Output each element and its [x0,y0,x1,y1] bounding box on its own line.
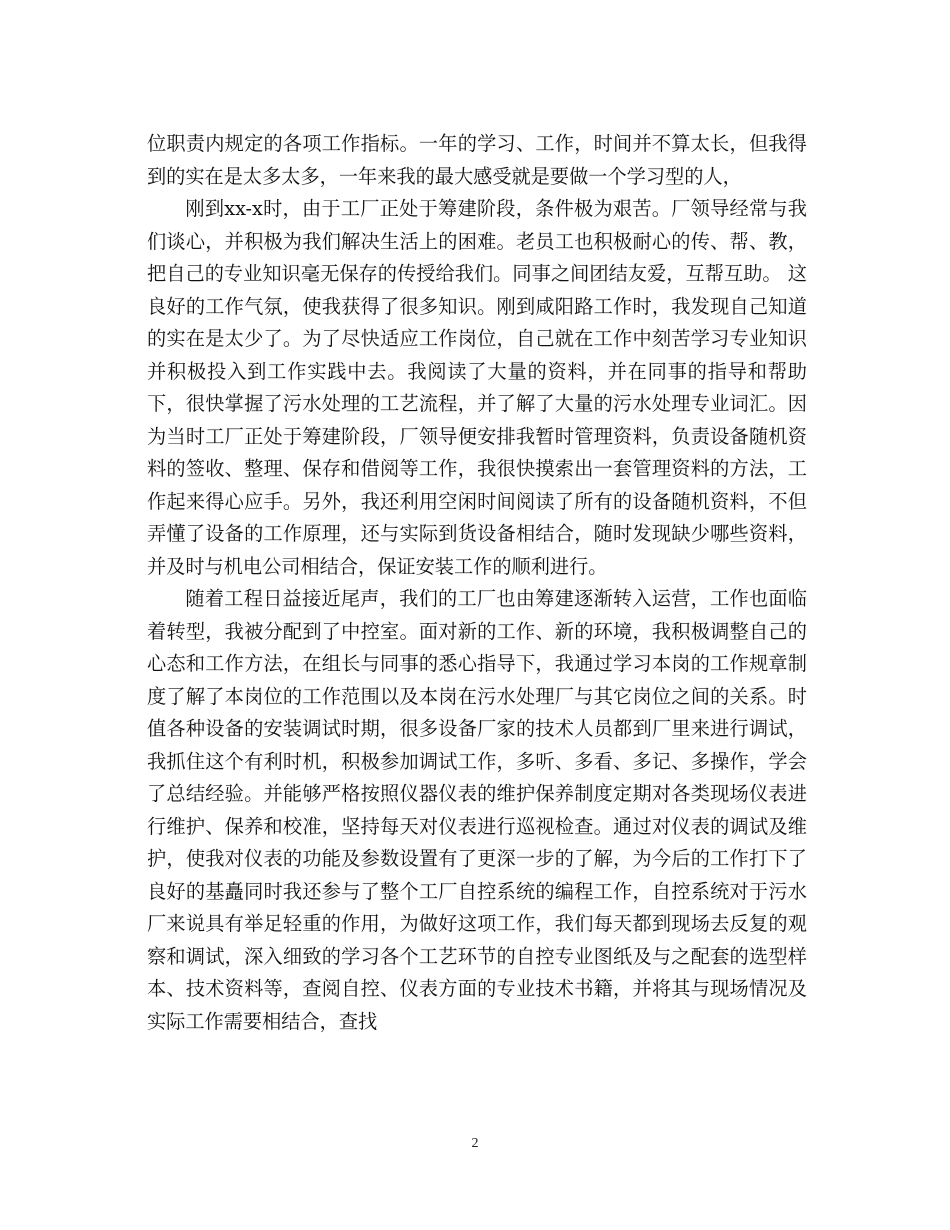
paragraph-1: 位职责内规定的各项工作指标。一年的学习、工作，时间并不算太长，但我得到的实在是太多太多，一年来我的最大感受就是要做一个学习型的人， [147,132,807,188]
page-number: 2 [471,1136,479,1151]
paragraph-3: 随着工程日益接近尾声，我们的工厂也由筹建逐渐转入运营，工作也面临着转型，我被分配到了中控室。面对新的工作、新的环境，我积极调整自己的心态和工作方法，在组长与同事的悉心指导下，我通过学习本岗的工作规章制度了解了本岗位的工作范围以及本岗在污水处理厂与其它岗位之间的关系。时值各种设备的安装调试时期，很多设备厂家的技术人员都到厂里来进行调试，我抓住这个有利时机，积极参加调试工作，多听、多看、多记、多操作，学会了总结经验。并能够严格按照仪器仪表的维护保养制度定期对各类现场仪表进行维护、保养和校准，坚持每天对仪表进行巡视检查。通过对仪表的调试及维护，使我对仪表的功能及参数设置有了更深一步的了解，为今后的工作打下了良好的基矗同时我还参与了整个工厂自控系统的编程工作，自控系统对于污水厂来说具有举足轻重的作用，为做好这项工作，我们每天都到现场去反复的观察和调试，深入细致的学习各个工艺环节的自控专业图纸及与之配套的选型样本、技术资料等，查阅自控、仪表方面的专业技术书籍，并将其与现场情况及实际工作需要相结合，查找 [147,587,807,1033]
body-text [147,128,807,1038]
paragraph-2: 刚到xx-x时，由于工厂正处于筹建阶段，条件极为艰苦。厂领导经常与我们谈心，并积极为我们解决生活上的困难。老员工也积极耐心的传、帮、教，把自己的专业知识毫无保存的传授给我们。同事之间团结友爱，互帮互助。 这良好的工作气氛，使我获得了很多知识。刚到咸阳路工作时，我发现自己知道的实在是太少了。为了尽快适应工作岗位，自己就在工作中刻苦学习专业知识并积极投入到工作实践中去。我阅读了大量的资料，并在同事的指导和帮助下，很快掌握了污水处理的工艺流程，并了解了大量的污水处理专业词汇。因为当时工厂正处于筹建阶段，厂领导便安排我暂时管理资料，负责设备随机资料的签收、整理、保存和借阅等工作，我很快摸索出一套管理资料的方法，工作起来得心应手。另外，我还利用空闲时间阅读了所有的设备随机资料，不但弄懂了设备的工作原理，还与实际到货设备相结合，随时发现缺少哪些资料，并及时与机电公司相结合，保证安装工作的顺利进行。 [147,197,807,578]
